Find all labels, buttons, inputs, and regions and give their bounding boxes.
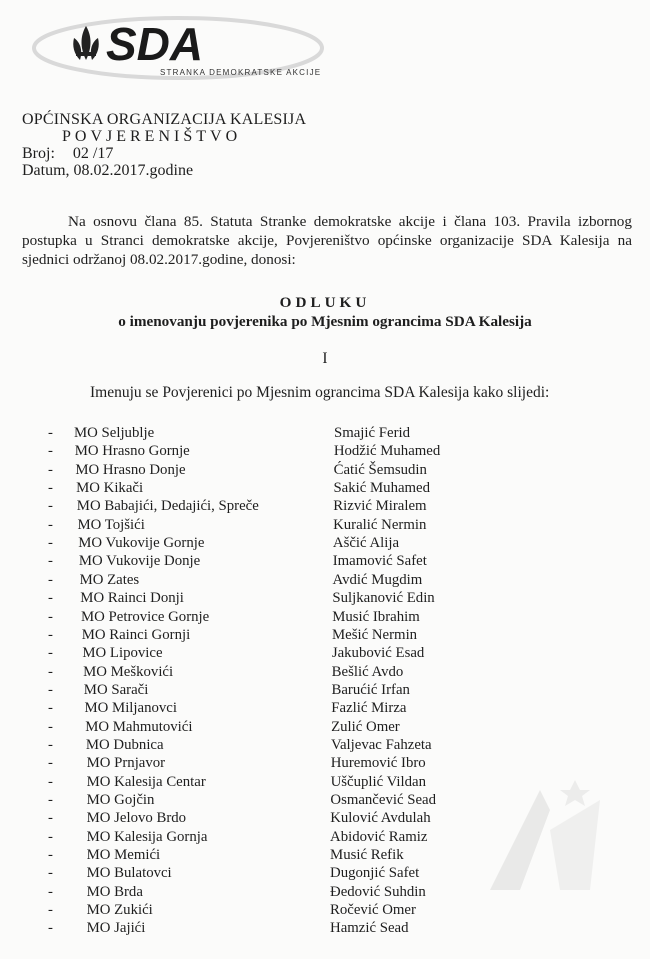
local-branch-name: MO Dubnica — [85, 736, 164, 753]
commissioner-name: Smajić Ferid — [334, 425, 411, 441]
local-branch-name: MO Lipovice — [82, 645, 163, 662]
list-dash: - — [48, 755, 53, 772]
appointment-row — [0, 700, 650, 718]
appointment-row — [0, 719, 650, 737]
list-dash: - — [48, 425, 53, 441]
reference-value: 02 /17 — [72, 145, 114, 162]
appointment-row — [0, 498, 650, 516]
local-branch-name: MO Miljanovci — [84, 700, 177, 717]
appointment-row — [0, 443, 650, 461]
local-branch-name: MO Petrovice Gornje — [81, 608, 210, 625]
intro-paragraph — [22, 212, 632, 269]
commissioner-name: Bešlić Avdo — [331, 663, 404, 680]
list-dash: - — [48, 645, 53, 662]
commissioner-name: Musić Refik — [330, 847, 404, 864]
watermark-icon — [480, 770, 610, 900]
list-dash: - — [48, 883, 53, 900]
appointment-row — [0, 425, 650, 443]
appointment-row — [0, 517, 650, 535]
local-branch-name: MO Hrasno Gornje — [74, 443, 190, 460]
local-branch-name: MO Bulatovci — [86, 865, 172, 882]
appointment-row — [0, 737, 650, 755]
appointment-row — [0, 590, 650, 608]
section-number: I — [322, 350, 328, 367]
local-branch-name: MO Vukovije Donje — [78, 553, 201, 570]
commissioner-name: Dugonjić Safet — [330, 865, 420, 882]
logo-subtitle: STRANKA DEMOKRATSKE AKCIJE — [160, 68, 322, 77]
appointment-row — [0, 535, 650, 553]
appointment-row — [0, 553, 650, 571]
commissioner-name: Hodžić Muhamed — [333, 443, 441, 460]
list-dash: - — [48, 828, 53, 845]
commissioner-name: Barućić Irfan — [331, 681, 410, 698]
local-branch-name: MO Tojšići — [77, 516, 145, 533]
list-dash: - — [48, 663, 53, 680]
list-dash: - — [48, 553, 53, 570]
list-dash: - — [48, 608, 53, 625]
document-date: Datum, 08.02.2017.godine — [22, 162, 194, 179]
local-branch-name: MO Babajići, Dedajići, Spreče — [76, 498, 259, 515]
list-dash: - — [48, 792, 53, 808]
local-branch-name: MO Prnjavor — [86, 755, 166, 772]
appointment-row — [0, 627, 650, 645]
decision-subtitle: o imenovanju povjerenika po Mjesnim ograncima SDA Kalesija — [118, 313, 532, 330]
local-branch-name: MO Memići — [86, 847, 161, 864]
appointment-row — [0, 462, 650, 480]
list-dash: - — [48, 516, 53, 533]
local-branch-name: MO Jelovo Brdo — [86, 810, 187, 827]
commissioner-name: Fazlić Mirza — [331, 700, 407, 717]
local-branch-name: MO Sarači — [83, 681, 149, 698]
local-branch-name: MO Rainci Gornji — [81, 626, 191, 643]
local-branch-name: MO Kalesija Gornja — [86, 828, 208, 845]
commissioner-name: Jakubović Esad — [331, 645, 425, 662]
commissioner-name: Rizvić Miralem — [333, 498, 427, 515]
commissioner-name: Uščuplić Vildan — [330, 773, 426, 790]
local-branch-name: MO Brda — [86, 883, 143, 900]
appointment-row — [0, 902, 650, 920]
local-branch-name: MO Zukići — [86, 902, 153, 919]
local-branch-name: MO Vukovije Gornje — [78, 535, 205, 552]
local-branch-name: MO Mahmutovići — [85, 718, 193, 735]
organization-name: OPĆINSKA ORGANIZACIJA KALESIJA — [22, 111, 307, 128]
list-dash: - — [48, 847, 53, 864]
appointment-row — [0, 920, 650, 938]
commissioner-name: Mešić Nermin — [332, 626, 418, 643]
commissioner-name: Sakić Muhamed — [333, 480, 431, 497]
list-dash: - — [48, 626, 53, 643]
local-branch-name: MO Kalesija Centar — [86, 773, 206, 790]
list-dash: - — [48, 535, 53, 552]
appointment-row — [0, 480, 650, 498]
body-name: POVJERENIŠTVO — [62, 128, 242, 145]
list-dash: - — [48, 773, 53, 790]
list-dash: - — [48, 461, 53, 478]
appointment-row — [0, 572, 650, 590]
reference-label: Broj: — [22, 145, 55, 162]
commissioner-name: Kulović Avdulah — [330, 810, 431, 827]
list-dash: - — [48, 736, 53, 753]
intro-text: Na osnovu člana 85. Statuta Stranke demokratske akcije i člana 103. Pravila izbornog postupka u Stranci demokratske akcije, Povjereništvo općinske organizacije SDA Kalesija na sjednici održanoj 08.02.2017.godine, donosi: — [22, 213, 632, 268]
commissioner-name: Ročević Omer — [330, 902, 416, 919]
local-branch-name: MO Hrasno Donje — [75, 461, 186, 478]
list-dash: - — [48, 498, 53, 515]
commissioner-name: Musić Ibrahim — [332, 608, 420, 625]
local-branch-name: MO Jajići — [86, 920, 146, 937]
local-branch-name: MO Rainci Donji — [80, 590, 184, 607]
list-dash: - — [48, 480, 53, 497]
commissioner-name: Ćatić Šemsudin — [333, 461, 427, 478]
list-lead-text: Imenuju se Povjerenici po Mjesnim ograncima SDA Kalesija kako slijedi: — [90, 384, 550, 401]
local-branch-name: MO Meškovići — [83, 663, 174, 680]
commissioner-name: Đedović Suhdin — [330, 883, 426, 900]
appointment-row — [0, 609, 650, 627]
decision-title: ODLUKU — [279, 294, 371, 311]
commissioner-name: Abidović Ramiz — [330, 828, 428, 845]
local-branch-name: MO Gojčin — [86, 792, 155, 808]
list-dash: - — [48, 571, 53, 588]
appointment-row — [0, 682, 650, 700]
list-dash: - — [48, 681, 53, 698]
list-dash: - — [48, 902, 53, 919]
commissioner-name: Hamzić Sead — [330, 920, 409, 937]
commissioner-name: Avdić Mugdim — [332, 571, 423, 588]
reference-number — [22, 145, 113, 163]
commissioner-name: Valjevac Fahzeta — [330, 736, 432, 753]
list-dash: - — [48, 718, 53, 735]
list-dash: - — [48, 443, 53, 460]
sda-logo — [28, 8, 328, 80]
list-dash: - — [48, 700, 53, 717]
commissioner-name: Suljkanović Edin — [332, 590, 435, 607]
commissioner-name: Huremović Ibro — [330, 755, 426, 772]
local-branch-name: MO Zates — [79, 571, 140, 588]
list-dash: - — [48, 865, 53, 882]
commissioner-name: Kuralić Nermin — [333, 516, 427, 533]
list-dash: - — [48, 810, 53, 827]
local-branch-name: MO Seljublje — [74, 425, 155, 441]
commissioner-name: Osmančević Sead — [330, 792, 436, 808]
appointment-row — [0, 645, 650, 663]
logo-letters: SDA — [106, 18, 204, 70]
commissioner-name: Zulić Omer — [331, 718, 400, 735]
commissioner-name: Imamović Safet — [332, 553, 427, 570]
commissioner-name: Aščić Alija — [332, 535, 400, 552]
list-dash: - — [48, 920, 53, 937]
local-branch-name: MO Kikači — [76, 480, 144, 497]
list-dash: - — [48, 590, 53, 607]
appointment-row — [0, 664, 650, 682]
